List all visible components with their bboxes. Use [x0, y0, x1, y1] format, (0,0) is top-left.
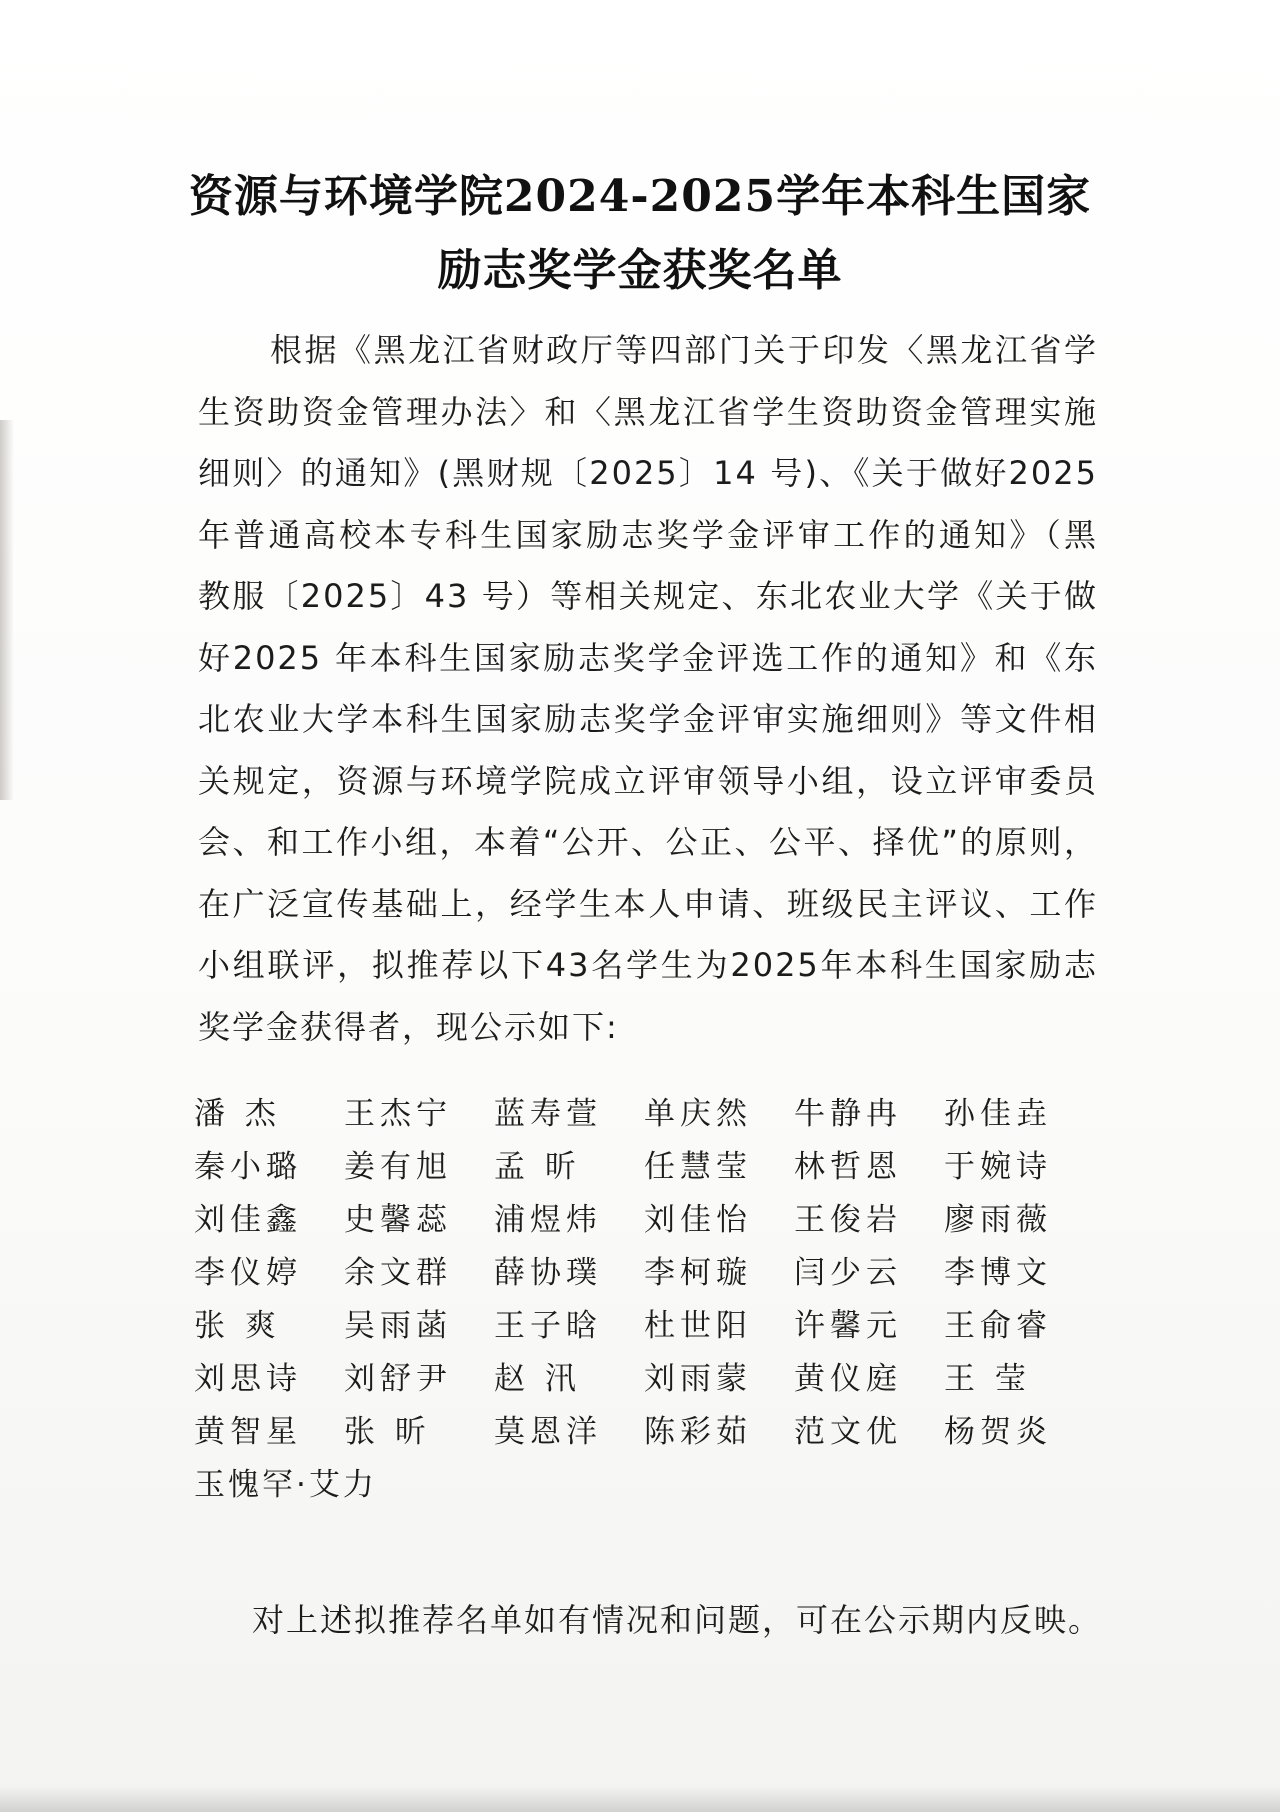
recipient-name-list	[194, 1088, 1094, 1512]
recipient-name: 李柯璇	[644, 1255, 752, 1291]
recipient-name: 牛静冉	[794, 1096, 902, 1132]
recipient-name: 李仪婷	[194, 1255, 302, 1291]
recipient-name: 黄智星	[194, 1414, 302, 1450]
name-row	[194, 1300, 1094, 1353]
recipient-name: 浦煜炜	[494, 1202, 602, 1238]
title-line-1: 资源与环境学院2024-2025学年本科生国家	[188, 171, 1092, 222]
recipient-name: 王 莹	[944, 1361, 1031, 1397]
title-line-2: 励志奖学金获奖名单	[437, 245, 843, 296]
closing-statement: 对上述拟推荐名单如有情况和问题，可在公示期内反映。	[252, 1601, 1103, 1639]
recipient-name: 刘佳鑫	[194, 1202, 302, 1238]
recipient-name: 黄仪庭	[794, 1361, 902, 1397]
name-row	[194, 1353, 1094, 1406]
name-row	[194, 1406, 1094, 1459]
recipient-name: 许馨元	[794, 1308, 902, 1344]
recipient-name: 任慧莹	[644, 1149, 752, 1185]
recipient-name: 王杰宁	[344, 1096, 452, 1132]
name-row	[194, 1088, 1094, 1141]
recipient-name: 杨贺炎	[944, 1414, 1052, 1450]
recipient-name: 孙佳垚	[944, 1096, 1052, 1132]
recipient-name: 莫恩洋	[494, 1414, 602, 1450]
recipient-name: 林哲恩	[794, 1149, 902, 1185]
recipient-name: 刘雨蒙	[644, 1361, 752, 1397]
recipient-name: 赵 汛	[494, 1361, 581, 1397]
recipient-name: 廖雨薇	[944, 1202, 1052, 1238]
recipient-name: 王俊岩	[794, 1202, 902, 1238]
recipient-name: 玉愧罕·艾力	[194, 1467, 377, 1503]
recipient-name: 刘思诗	[194, 1361, 302, 1397]
recipient-name: 王俞睿	[944, 1308, 1052, 1344]
name-row	[194, 1247, 1094, 1300]
name-row	[194, 1459, 1094, 1512]
recipient-name: 蓝寿萱	[494, 1096, 602, 1132]
recipient-name: 薛协璞	[494, 1255, 602, 1291]
recipient-name: 秦小璐	[194, 1149, 302, 1185]
recipient-name: 张 爽	[194, 1308, 281, 1344]
recipient-name: 史馨蕊	[344, 1202, 452, 1238]
scan-bottom-shadow	[0, 1786, 1280, 1812]
recipient-name: 潘 杰	[194, 1096, 281, 1132]
recipient-name: 陈彩茹	[644, 1414, 752, 1450]
scan-edge-shadow	[0, 420, 14, 800]
recipient-name: 李博文	[944, 1255, 1052, 1291]
recipient-name: 王子晗	[494, 1308, 602, 1344]
recipient-name: 范文优	[794, 1414, 902, 1450]
recipient-name: 张 昕	[344, 1414, 431, 1450]
recipient-name: 于婉诗	[944, 1149, 1052, 1185]
recipient-name: 孟 昕	[494, 1149, 581, 1185]
body-paragraph: 根据《黑龙江省财政厅等四部门关于印发〈黑龙江省学生资助资金管理办法〉和〈黑龙江省学生资助资金管理实施细则〉的通知》(黑财规〔2025〕14 号)、《关于做好2025年普通高校本专科生国家励志奖学金评审工作的通知》（黑教服〔2025〕43 号）等相关规定、东北农业大学《关于做好2025 年本科生国家励志奖学金评选工作的通知》和《东北农业大学本科生国家励志奖学金评审实施细则》等文件相关规定，资源与环境学院成立评审领导小组，设立评审委员会、和工作小组，本着“公开、公正、公平、择优”的原则，在广泛宣传基础上，经学生本人申请、班级民主评议、工作小组联评，拟推荐以下43名学生为2025年本科生国家励志奖学金获得者，现公示如下:	[198, 331, 1098, 1046]
recipient-name: 闫少云	[794, 1255, 902, 1291]
name-row	[194, 1141, 1094, 1194]
name-row	[194, 1194, 1094, 1247]
recipient-name: 刘舒尹	[344, 1361, 452, 1397]
recipient-name: 刘佳怡	[644, 1202, 752, 1238]
recipient-name: 余文群	[344, 1255, 452, 1291]
document-title	[140, 160, 1140, 308]
recipient-name: 单庆然	[644, 1096, 752, 1132]
recipient-name: 杜世阳	[644, 1308, 752, 1344]
recipient-name: 姜有旭	[344, 1149, 452, 1185]
recipient-name: 吴雨菡	[344, 1308, 452, 1344]
